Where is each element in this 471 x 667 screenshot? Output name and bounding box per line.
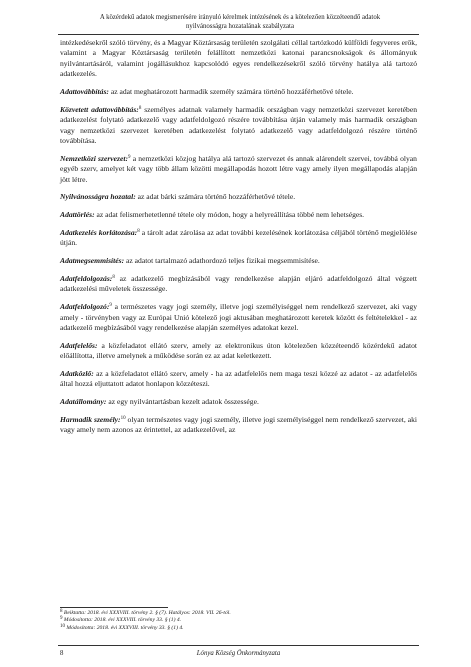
definition-text: az adatot tartalmazó adathordozó teljes fizikai megsemmisítése. — [124, 256, 320, 266]
paragraph — [60, 38, 417, 80]
footnote-ref: 8 — [112, 275, 115, 281]
footnote-text: Beiktatta: 2018. évi XXXVIII. törvény 2. § (7). Hatályos: 2018. VII. 26-tól. — [63, 610, 231, 616]
paragraph — [60, 210, 417, 220]
definition-text: intézkedésekről szóló törvény, és a Magyar Köztársaság területén szolgálati céllal tartózkodó külföldi fegyveres erők, valamint a Magyar Köztársaság területén felállított nemzetközi katonai parancsnokságok és állományuk nyilvántartásáról, valamint jogállásukhoz kapcsolódó egyes rendelkezésekről szóló törvény hatálya alá tartozó adatkezelés. — [60, 38, 417, 79]
footer-title: Lónya Község Önkormányzata — [196, 650, 281, 657]
footer-rule — [58, 645, 419, 646]
definition-text: személyes adatnak valamely harmadik országban vagy nemzetközi szervezet keretében adatkezelést folytató adatkezelő vagy adatfeldolgozó részére továbbítása útján valamely más harmadik országban vagy nemzetközi szervezet keretében adatkezelést folytató adatkezelő vagy adatfeldolgozó részére történő továbbítása. — [60, 104, 417, 146]
footnote-number: 9 — [60, 616, 63, 622]
definition-term: Adatmegsemmisítés: — [60, 256, 125, 266]
footnote — [60, 625, 417, 632]
paragraph — [60, 228, 417, 249]
definition-term: Adatfelelős: — [60, 340, 98, 350]
definition-text: az adat felismerhetetlenné tétele oly módon, hogy a helyreállítása többé nem lehetséges. — [94, 210, 365, 220]
page-header — [60, 14, 420, 31]
paragraph — [60, 369, 417, 390]
definition-term: Adattovábbítás: — [60, 87, 109, 97]
header-line-1: A közérdekű adatok megismerésére irányuló kérelmek intézésének és a kötelezően közzéteendő adatok — [99, 14, 381, 21]
footnote-text: Módosította: 2018. évi XXXVIII. törvény 33. § (1) 4. — [66, 624, 184, 631]
paragraph — [60, 302, 417, 333]
footnote-ref: 9 — [109, 303, 112, 309]
definition-term: Nemzetközi szervezet: — [60, 153, 128, 163]
paragraph — [60, 341, 417, 362]
paragraph — [60, 105, 417, 147]
definition-text: az egy nyilvántartásban kezelt adatok összessége. — [106, 397, 259, 407]
footnote-ref: 10 — [120, 416, 126, 422]
footnote-number: 8 — [60, 609, 63, 614]
definition-term: Adatközlő: — [60, 369, 94, 379]
definition-text: a természetes vagy jogi személy, illetve jogi személyiséggel nem rendelkező szervezet, aki vagy amely - törvényben vagy az Európai Unió kötelező jogi aktusában meghatározott keretek között és feltételekkel - az adatkezelő megbízásából vagy rendelkezése alapján személyes adatokat kezel. — [60, 302, 417, 333]
footnote — [60, 617, 417, 624]
header-line-2: nyilvánosságra hozatalának szabályzata — [186, 22, 294, 30]
footnote-number: 10 — [60, 623, 65, 629]
definition-text: az adat meghatározott harmadik személy számára történő hozzáférhetővé tétele. — [108, 87, 354, 97]
footnote-rule — [60, 607, 168, 608]
page-number: 8 — [60, 650, 64, 657]
paragraph — [60, 154, 417, 185]
definition-text: a közfeladatot ellátó szerv, amely az elektronikus úton kötelezően közzéteendő közérdekű adatot előállította, illetve amelynek a működése során ez az adat keletkezett. — [60, 340, 417, 361]
definition-text: a nemzetközi közjog hatálya alá tartozó szervezet és annak alárendelt szervei, továbbá olyan egyéb szerv, amelyet két vagy több állam közötti megállapodás hozott létre vagy amely ilyen megállapodás alapján jött létre. — [60, 153, 417, 184]
paragraph — [60, 415, 417, 436]
definition-text: az a közfeladatot ellátó szerv, amely - ha az adatfelelős nem maga teszi közzé az adatot - az adatfelelős által hozzá eljuttatott adatot honlapon közzéteszi. — [60, 369, 417, 389]
footnotes — [60, 610, 417, 632]
definition-text: olyan természetes vagy jogi személy, illetve jogi személyiséggel nem rendelkező szervezet, aki vagy amely nem azonos az érintettel, az adatkezelővel, az — [60, 415, 417, 435]
definition-term: Adatfeldolgozó: — [60, 302, 110, 312]
definition-term: Harmadik személy: — [60, 415, 121, 425]
page-footer — [60, 649, 417, 659]
definition-term: Adatkezelés korlátozása: — [60, 228, 138, 238]
paragraph — [60, 256, 417, 266]
paragraph — [60, 192, 417, 202]
definition-term: Adatállomány: — [60, 397, 107, 407]
footnote-text: Módosította: 2018. évi XXXVIII. törvény 33. § (1) 4. — [63, 617, 182, 624]
definition-text: a tárolt adat zárolása az adat további kezelésének korlátozása céljából történő megjelölése útján. — [60, 228, 417, 248]
definition-term: Adattörlés: — [60, 210, 95, 220]
definition-text: az adatkezelő megbízásából vagy rendelkezése alapján eljáró adatfeldolgozó által végzett adatkezelési műveletek összessége. — [60, 274, 417, 294]
paragraph — [60, 87, 417, 97]
footnote-ref: 8 — [137, 229, 140, 235]
footnote-ref: 9 — [128, 154, 131, 160]
definition-term: Adatfeldolgozás: — [60, 274, 113, 284]
body-text — [60, 38, 417, 443]
definition-term: Nyilvánosságra hozatal: — [60, 192, 136, 202]
definition-text: az adat bárki számára történő hozzáférhetővé tétele. — [135, 192, 296, 202]
header-rule — [58, 34, 419, 35]
paragraph — [60, 397, 417, 407]
footnote-ref: 8 — [138, 105, 142, 111]
paragraph — [60, 274, 417, 295]
definition-term: Közvetett adattovábbítás: — [60, 104, 139, 114]
